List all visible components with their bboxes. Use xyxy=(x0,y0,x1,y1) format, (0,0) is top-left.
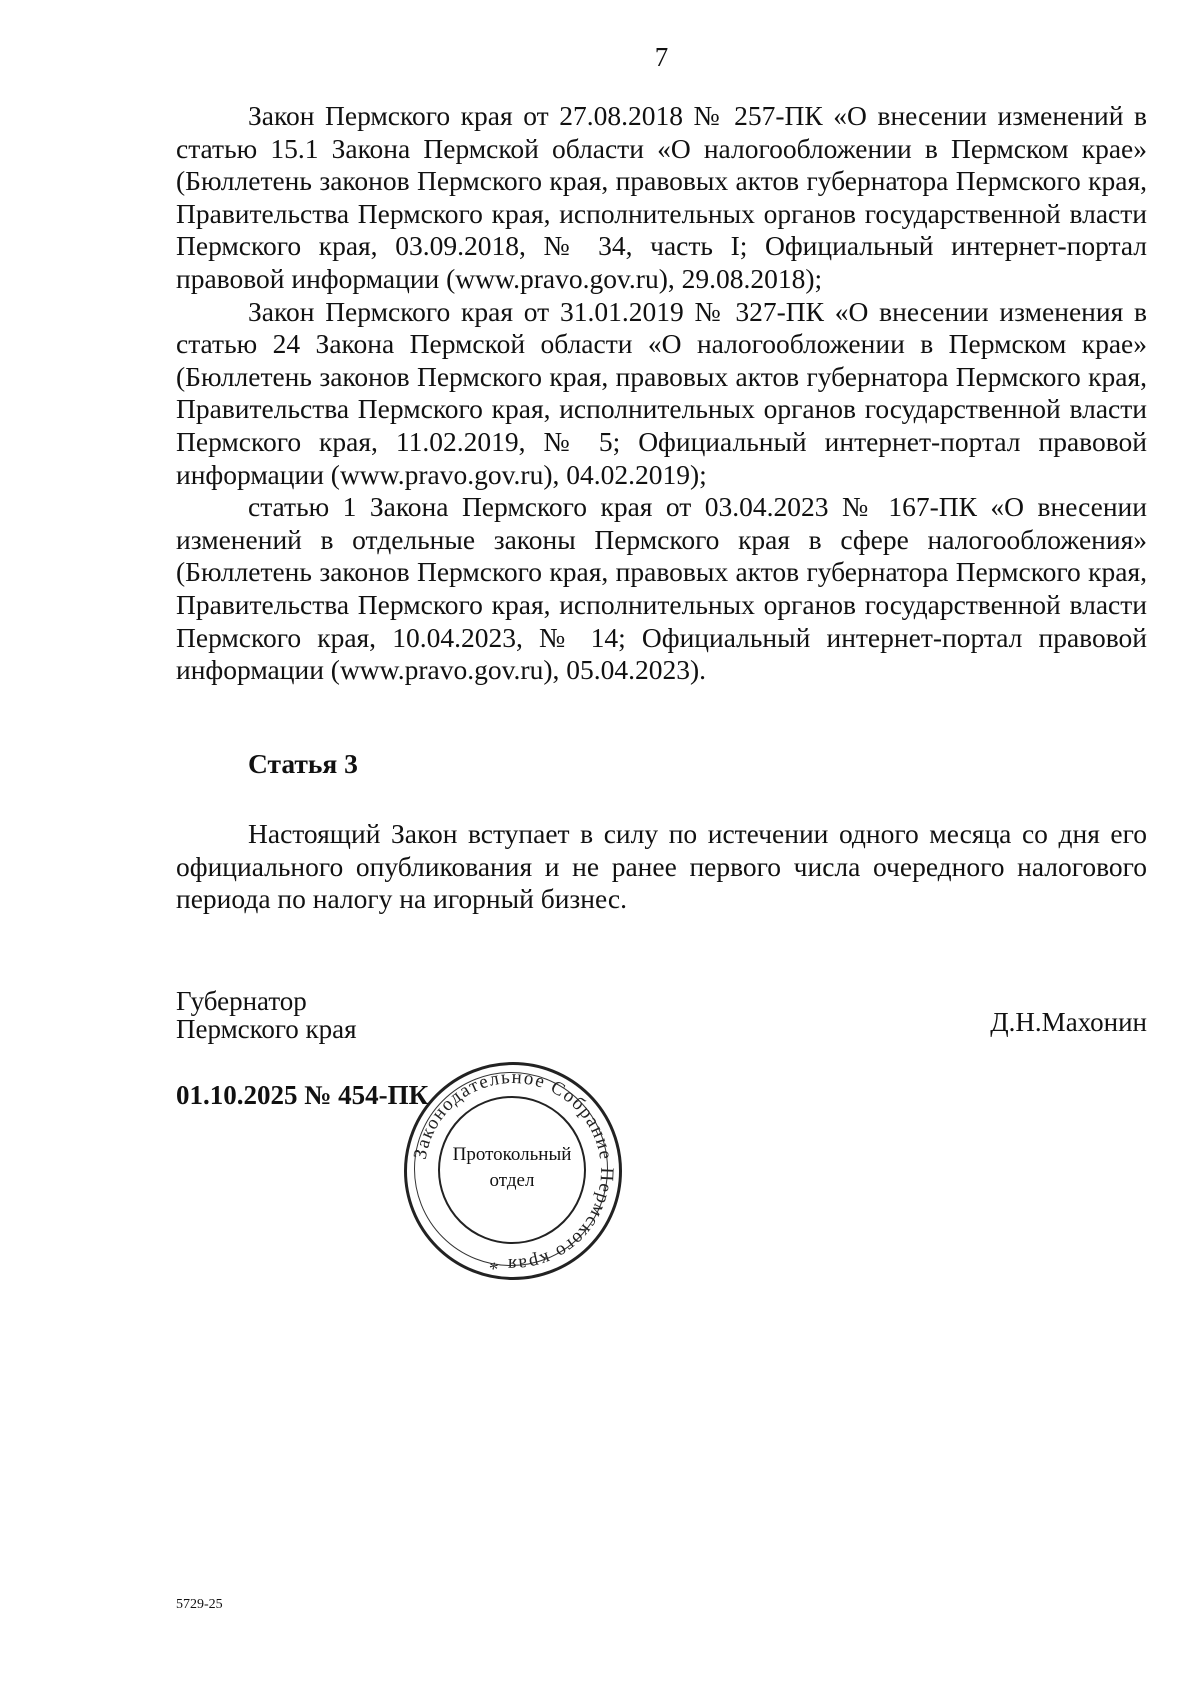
official-stamp xyxy=(404,1062,624,1282)
stamp-center-text xyxy=(440,1142,584,1194)
governor-title xyxy=(176,987,357,1043)
page-number: 7 xyxy=(654,42,669,72)
governor-title-line1: Губернатор xyxy=(176,986,307,1016)
governor-title-line2: Пермского края xyxy=(176,1014,357,1044)
document-code: 5729-25 xyxy=(176,1597,223,1612)
stamp-center-line1: Протокольный xyxy=(452,1144,572,1165)
amendment-list xyxy=(176,100,1147,687)
article-text-block xyxy=(176,818,1147,916)
paragraph-law-257: Закон Пермского края от 27.08.2018 № 257-ПК «О внесении изменений в статью 15.1 Закона Пермской области «О налогообложении в Пермском крае» (Бюллетень законов Пермского края, правовых актов губернатора Пермского края, Правительства Пермского края, исполнительных органов государственной власти Пермского края, 03.09.2018, № 34, часть I; Официальный интернет-портал правовой информации (www.pravo.gov.ru), 29.08.2018); xyxy=(176,100,1147,294)
article-text: Настоящий Закон вступает в силу по истечении одного месяца со дня его официального опубликования и не ранее первого числа очередного налогового периода по налогу на игорный бизнес. xyxy=(176,818,1147,915)
svg-text:Законодательное Собрание Пермс: Законодательное Собрание Пермского края * xyxy=(409,1066,618,1276)
law-date-number: 01.10.2025 № 454-ПК xyxy=(176,1080,429,1110)
stamp-center-line2: отдел xyxy=(489,1170,535,1191)
paragraph-law-167: статью 1 Закона Пермского края от 03.04.2023 № 167-ПК «О внесении изменений в отдельные законы Пермского края в сфере налогообложения» (Бюллетень законов Пермского края, правовых актов губернатора Пермского края, Правительства Пермского края, исполнительных органов государственной власти Пермского края, 10.04.2023, № 14; Официальный интернет-портал правовой информации (www.pravo.gov.ru), 05.04.2023). xyxy=(176,491,1147,686)
governor-name: Д.Н.Махонин xyxy=(990,1007,1147,1037)
paragraph-law-327: Закон Пермского края от 31.01.2019 № 327-ПК «О внесении изменения в статью 24 Закона Пермской области «О налогообложении в Пермском крае» (Бюллетень законов Пермского края, правовых актов губернатора Пермского края, Правительства Пермского края, исполнительных органов государственной власти Пермского края, 11.02.2019, № 5; Официальный интернет-портал правовой информации (www.pravo.gov.ru), 04.02.2019); xyxy=(176,295,1147,490)
article-heading: Статья 3 xyxy=(248,748,358,779)
